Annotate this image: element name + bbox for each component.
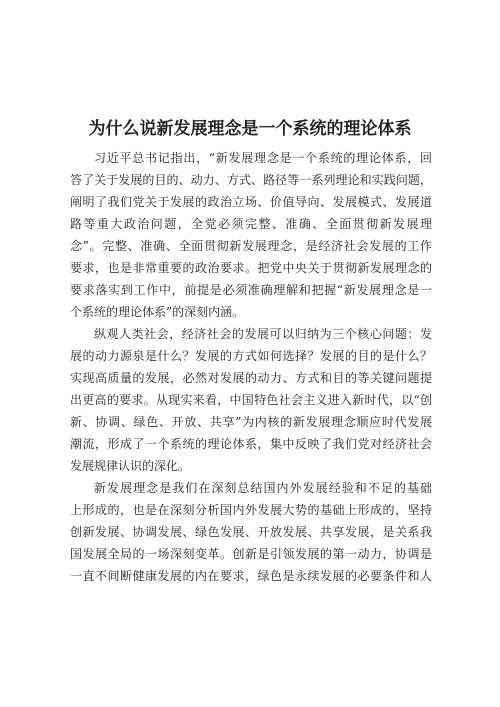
text-line: 一直不间断健康发展的内在要求，绿色是永续发展的必要条件和人 [70,569,432,583]
text-line: 要求落实到工作中，前提是必须准确理解和把握“新发展理念是一 [70,283,432,297]
text-line: 实现高质量的发展，必然对发展的动力、方式和目的等关键问题提 [70,371,432,385]
document-body [70,147,432,587]
text-line: 答了关于发展的目的、动力、方式、路径等一系列理论和实践问题， [70,173,432,187]
text-line: 新、协调、绿色、开放、共享”为内核的新发展理念顺应时代发展 [70,415,432,429]
paragraph-3 [70,477,432,587]
paragraph-1 [70,147,432,323]
text-line: 出更高的要求。从现实来看，中国特色社会主义进入新时代，以“创 [70,393,432,407]
document-title: 为什么说新发展理念是一个系统的理论体系 [88,119,412,139]
text-line: 发展规律认识的深化。 [70,459,191,473]
text-line: 路等重大政治问题，全党必须完整、准确、全面贯彻新发展理 [70,217,432,231]
text-line: 要求，也是非常重要的政治要求。把党中央关于贯彻新发展理念的 [70,261,432,275]
text-line: 念”。完整、准确、全面贯彻新发展理念，是经济社会发展的工作 [70,239,432,253]
text-line: 个系统的理论体系”的深刻内涵。 [70,305,245,319]
text-line: 纵观人类社会，经济社会的发展可以归纳为三个核心问题：发 [94,327,432,341]
text-line: 潮流，形成了一个系统的理论体系，集中反映了我们党对经济社会 [70,437,432,451]
paragraph-2 [70,323,432,477]
text-line: 国发展全局的一场深刻变革。创新是引领发展的第一动力，协调是 [70,547,432,561]
text-line: 阐明了我们党关于发展的政治立场、价值导向、发展模式、发展道 [70,195,432,209]
text-line: 新发展理念是我们在深刻总结国内外发展经验和不足的基础 [94,481,432,495]
text-line: 习近平总书记指出，“新发展理念是一个系统的理论体系，回 [94,151,432,165]
text-line: 上形成的，也是在深刻分析国内外发展大势的基础上形成的，坚持 [70,503,432,517]
text-line: 展的动力源泉是什么？发展的方式如何选择？发展的目的是什么？ [70,349,432,363]
text-line: 创新发展、协调发展、绿色发展、开放发展、共享发展，是关系我 [70,525,432,539]
